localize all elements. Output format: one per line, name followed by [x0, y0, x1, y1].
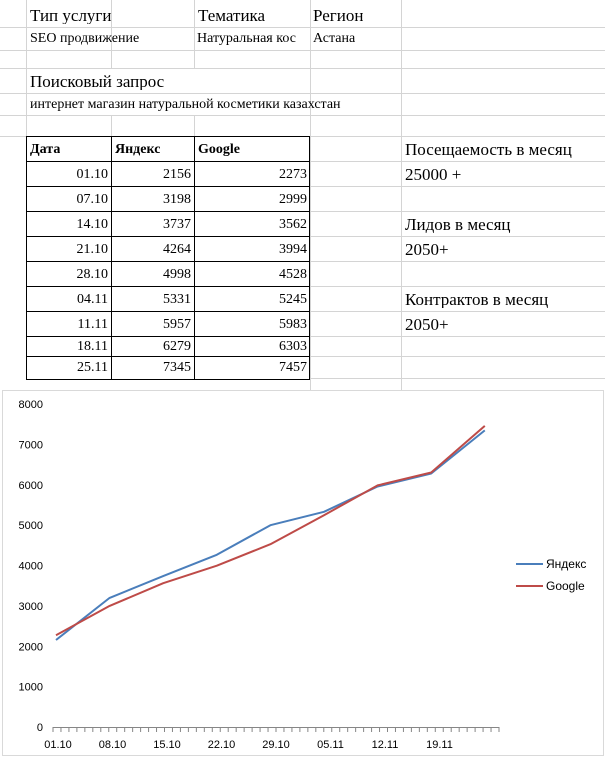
- y-tick-label: 8000: [18, 399, 43, 411]
- row-google[interactable]: 7457: [279, 361, 307, 375]
- x-tick-label: 22.10: [207, 739, 236, 751]
- series-line: [56, 430, 485, 640]
- x-tick-label: 08.10: [98, 739, 127, 751]
- chart-canvas: [3, 391, 603, 755]
- line-chart[interactable]: [2, 390, 604, 756]
- topic-label[interactable]: Тематика: [198, 7, 266, 24]
- y-tick-label: 5000: [18, 520, 43, 533]
- row-date[interactable]: 04.11: [77, 293, 108, 307]
- row-yandex[interactable]: 3737: [163, 218, 191, 232]
- table-header-date[interactable]: Дата: [30, 143, 61, 157]
- row-yandex[interactable]: 7345: [163, 361, 191, 375]
- row-google[interactable]: 4528: [279, 268, 307, 282]
- row-date[interactable]: 18.11: [77, 340, 108, 354]
- y-tick-label: 1000: [18, 681, 43, 694]
- kpi-visits-label[interactable]: Посещаемость в месяц: [405, 141, 572, 158]
- legend-label: Google: [546, 579, 585, 593]
- query-label[interactable]: Поисковый запрос: [30, 73, 165, 90]
- x-tick-label: 05.11: [317, 739, 344, 751]
- service-type-value[interactable]: SEO продвижение: [30, 32, 140, 46]
- row-yandex[interactable]: 3198: [163, 193, 191, 207]
- row-google[interactable]: 6303: [279, 340, 307, 354]
- x-tick-label: 12.11: [371, 739, 399, 751]
- row-yandex[interactable]: 4264: [163, 243, 191, 257]
- x-tick-label: 19.11: [426, 739, 453, 751]
- row-yandex[interactable]: 6279: [163, 340, 191, 354]
- y-tick-label: 4000: [18, 560, 43, 573]
- row-date[interactable]: 14.10: [76, 218, 108, 232]
- query-value[interactable]: интернет магазин натуральной косметики казахстан: [30, 98, 341, 112]
- table-header-google[interactable]: Google: [198, 143, 240, 157]
- row-date[interactable]: 28.10: [76, 268, 108, 282]
- y-tick-label: 3000: [18, 600, 43, 613]
- kpi-contracts-label[interactable]: Контрактов в месяц: [405, 291, 549, 308]
- x-tick-label: 15.10: [153, 739, 181, 751]
- kpi-leads-label[interactable]: Лидов в месяц: [405, 216, 511, 233]
- series-line: [56, 426, 485, 635]
- row-date[interactable]: 07.10: [76, 193, 108, 207]
- region-value[interactable]: Астана: [313, 32, 356, 46]
- row-date[interactable]: 25.11: [77, 361, 108, 375]
- row-yandex[interactable]: 5331: [163, 293, 191, 307]
- row-date[interactable]: 01.10: [76, 168, 108, 182]
- row-google[interactable]: 3994: [279, 243, 307, 257]
- row-google[interactable]: 2273: [279, 168, 307, 182]
- kpi-contracts-value[interactable]: 2050+: [405, 316, 449, 333]
- row-yandex[interactable]: 4998: [163, 268, 191, 282]
- x-tick-label: 29.10: [262, 739, 290, 751]
- legend-label: Яндекс: [546, 557, 587, 571]
- row-yandex[interactable]: 5957: [163, 318, 191, 332]
- row-yandex[interactable]: 2156: [163, 168, 191, 182]
- y-tick-label: 0: [36, 722, 43, 734]
- row-google[interactable]: 5983: [279, 318, 307, 332]
- topic-value[interactable]: Натуральная кос: [197, 32, 296, 46]
- x-tick-label: 01.10: [44, 739, 72, 751]
- kpi-leads-value[interactable]: 2050+: [405, 241, 449, 258]
- y-tick-label: 7000: [18, 439, 43, 452]
- y-tick-label: 6000: [18, 479, 43, 492]
- row-date[interactable]: 21.10: [76, 243, 108, 257]
- row-google[interactable]: 3562: [279, 218, 307, 232]
- row-google[interactable]: 5245: [279, 293, 307, 307]
- region-label[interactable]: Регион: [313, 7, 364, 24]
- table-header-yandex[interactable]: Яндекс: [115, 143, 161, 157]
- y-tick-label: 2000: [18, 641, 43, 654]
- row-google[interactable]: 2999: [279, 193, 307, 207]
- kpi-visits-value[interactable]: 25000 +: [405, 166, 462, 183]
- row-date[interactable]: 11.11: [77, 318, 108, 332]
- service-type-label[interactable]: Тип услуги: [30, 7, 112, 24]
